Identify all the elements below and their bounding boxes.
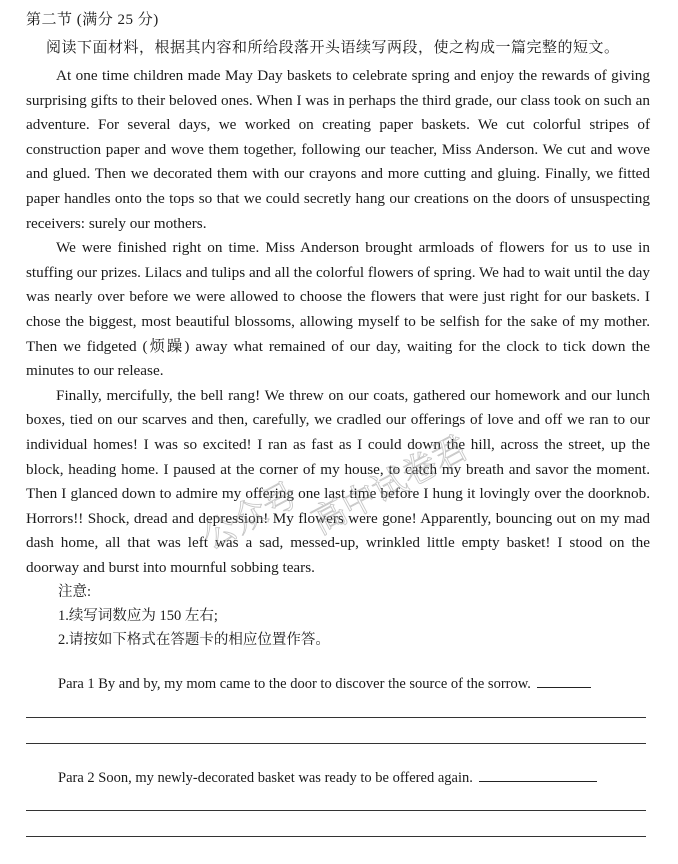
notes-heading: 注意: <box>58 584 92 600</box>
instruction-text: 阅读下面材料，根据其内容和所给段落开头语续写两段，使之构成一篇完整的短文。 <box>46 40 620 56</box>
notes-section <box>58 580 330 652</box>
para2-writing-line-2[interactable] <box>26 836 646 837</box>
watermark-text-1: 公众号 <box>195 474 305 558</box>
notes-item-2: 2.请按如下格式在答题卡的相应位置作答。 <box>58 632 330 648</box>
section-title: 第二节 (满分 25 分) <box>26 12 159 28</box>
reading-passage <box>26 64 650 580</box>
passage-paragraph-3: Finally, mercifully, the bell rang! We threw on our coats, gathered our homework and our lunch boxes, tied on our scarves and then, carefully, we cradled our offerings of love and off we ran to our individual homes! I was so excited! I ran as fast as I could down the hill, across the street, up the block, heading home. I paused at the corner of my house, to catch my breath and savor the moment. Then I glanced down to admire my offering one last time before I hung it lovingly over the doorknob. Horrors!! Shock, dread and depression! My flowers were gone! Apparently, bouncing out on my mad dash home, all that was left was a sad, messed-up, wrinkled little empty basket! I stood on the doorway and burst into mournful sobbing tears. <box>26 386 650 576</box>
para2-answer-blank[interactable] <box>479 780 597 782</box>
passage-paragraph-1: At one time children made May Day baskets to celebrate spring and enjoy the rewards of giving surprising gifts to their beloved ones. When I was in perhaps the third grade, our class took on such an adventure. For several days, we worked on creating paper baskets. We cut colorful stripes of construction paper and wove them together, following our teacher, Miss Anderson. We cut and wove and glued. Then we decorated them with our crayons and more cutting and gluing. Finally, we fitted paper handles onto the tops so that we could secretly hang our creations on the doors of unsuspecting receivers: surely our mothers. <box>26 67 650 232</box>
para1-writing-line-1[interactable] <box>26 717 646 718</box>
para1-prompt-text: Para 1 By and by, my mom came to the door to discover the source of the sorrow. <box>58 676 531 692</box>
para2-prompt-text: Para 2 Soon, my newly-decorated basket was ready to be offered again. <box>58 770 473 786</box>
para1-answer-blank[interactable] <box>537 686 591 688</box>
para1-writing-line-2[interactable] <box>26 743 646 744</box>
para2-writing-line-1[interactable] <box>26 810 646 811</box>
notes-item-1: 1.续写词数应为 150 左右; <box>58 608 218 624</box>
para2-prompt <box>58 770 597 787</box>
para1-prompt <box>58 676 591 693</box>
passage-paragraph-2: We were finished right on time. Miss Anderson brought armloads of flowers for us to use in stuffing our prizes. Lilacs and tulips and all the colorful flowers of spring. We had to wait until the day was nearly over before we were allowed to choose the flowers that were just right for our baskets. I chose the biggest, most beautiful blossoms, allowing myself to be selfish for the sake of my mother. Then we fidgeted (烦躁) away what remained of our day, waiting for the clock to tick down the minutes to our release. <box>26 239 650 380</box>
watermark-text-2: 高中试卷君 <box>305 427 475 543</box>
